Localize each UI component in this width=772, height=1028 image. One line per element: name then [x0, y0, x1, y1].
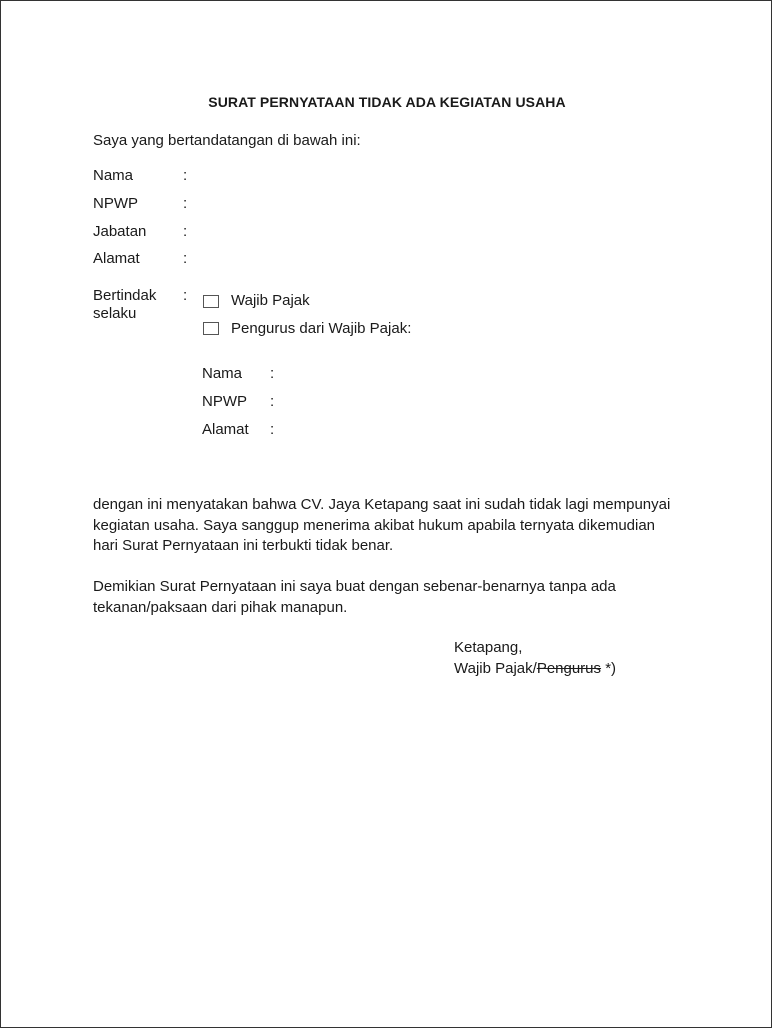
sub-field-colon-nama: :	[270, 365, 275, 382]
acting-as-label-line2: selaku	[93, 305, 137, 322]
field-colon-npwp: :	[183, 195, 188, 212]
statement-line: kegiatan usaha. Saya sanggup menerima akibat hukum apabila ternyata dikemudian	[93, 516, 656, 534]
statement-line: dengan ini menyatakan bahwa CV. Jaya Ketapang saat ini sudah tidak lagi mempunyai	[93, 496, 671, 513]
closing-line: Demikian Surat Pernyataan ini saya buat dengan sebenar-benarnya tanpa ada	[93, 578, 616, 595]
sub-field-label-npwp: NPWP	[202, 393, 247, 410]
closing-paragraph	[93, 577, 616, 618]
statement-line: hari Surat Pernyataan ini terbukti tidak benar.	[93, 537, 394, 554]
checkbox-pengurus[interactable]	[203, 322, 219, 335]
intro-text: Saya yang bertandatangan di bawah ini:	[93, 132, 361, 149]
field-label-jabatan: Jabatan	[93, 223, 147, 240]
acting-as-label-line1: Bertindak	[93, 287, 157, 304]
field-colon-nama: :	[183, 167, 188, 184]
field-label-npwp: NPWP	[93, 195, 138, 212]
acting-as-colon: :	[183, 287, 188, 304]
sub-field-label-alamat: Alamat	[202, 421, 249, 438]
statement-paragraph	[93, 495, 670, 557]
field-label-alamat: Alamat	[93, 250, 140, 267]
sub-field-colon-npwp: :	[270, 393, 275, 410]
checkbox-wajib-pajak[interactable]	[203, 295, 219, 308]
sub-field-label-nama: Nama	[202, 365, 243, 382]
sub-field-colon-alamat: :	[270, 421, 275, 438]
signature-role-prefix: Wajib Pajak/	[454, 660, 537, 677]
field-colon-alamat: :	[183, 250, 188, 267]
option-label-pengurus: Pengurus dari Wajib Pajak:	[231, 320, 412, 337]
signature-place: Ketapang,	[454, 639, 523, 656]
signature-role	[454, 660, 616, 678]
signature-role-suffix: *)	[601, 660, 617, 677]
field-label-nama: Nama	[93, 167, 134, 184]
document-title: SURAT PERNYATAAN TIDAK ADA KEGIATAN USAHA	[208, 94, 566, 110]
option-label-wajib-pajak: Wajib Pajak	[231, 292, 310, 309]
field-colon-jabatan: :	[183, 223, 188, 240]
closing-line: tekanan/paksaan dari pihak manapun.	[93, 598, 348, 616]
signature-role-struck: Pengurus	[536, 660, 602, 677]
